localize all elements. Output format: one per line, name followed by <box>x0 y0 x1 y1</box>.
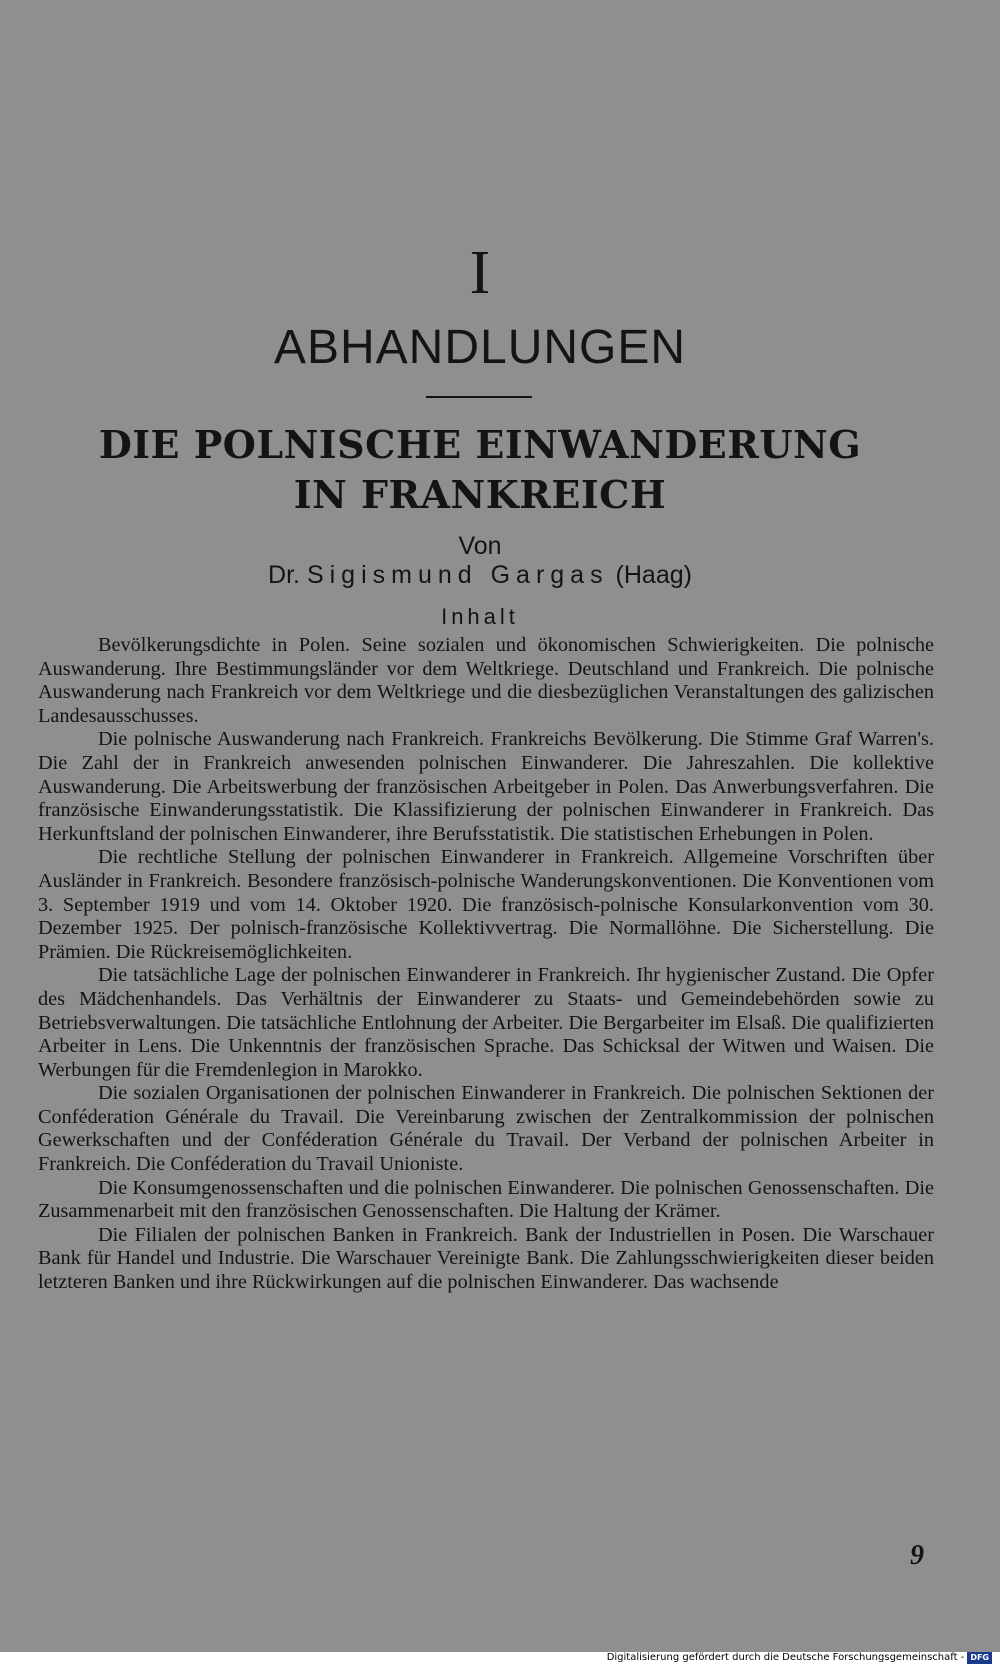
contents-paragraph: Die Filialen der polnischen Banken in Frankreich. Bank der Industriellen in Posen. Die Warschauer Bank für Handel und Industrie. Die Warschauer Vereinigte Bank. Die Zahlungsschwierigkeiten dieser beiden letzteren Banken und ihre Rückwirkungen auf die polnischen Einwanderer. Das wachsende <box>38 1223 934 1294</box>
author-name: Sigismund Gargas <box>306 561 609 589</box>
contents-paragraph: Die sozialen Organisationen der polnischen Einwanderer in Frankreich. Die polnischen Sektionen der Conféderation Générale du Travail. Die Vereinbarung zwischen der Zentralkommission der polnischen Gewerkschaften und der Conféderation Générale du Travail. Der Verband der polnischen Arbeiter in Frankreich. Die Conféderation du Travail Unioniste. <box>38 1082 934 1176</box>
author-prefix: Dr. <box>268 561 300 589</box>
dfg-logo-icon: DFG <box>967 1652 992 1664</box>
contents-paragraph: Die tatsächliche Lage der polnischen Einwanderer in Frankreich. Ihr hygienischer Zustand. Die Opfer des Mädchenhandels. Das Verhältnis der Einwanderer zu Staats- und Gemeindebehörden sowie zu Betriebsverwaltungen. Die tatsächliche Entlohnung der Arbeiter. Die Bergarbeiter im Elsaß. Die qualifizierten Arbeiter in Lens. Die Unkenntnis der französischen Sprache. Das Schicksal der Witwen und Waisen. Die Werbungen für die Fremdenlegion in Marokko. <box>38 964 934 1081</box>
digitization-footer <box>607 1651 992 1665</box>
title-divider <box>426 396 532 398</box>
byline-von: Von <box>458 532 502 560</box>
article-title <box>0 420 960 520</box>
contents-heading: Inhalt <box>441 604 519 629</box>
article-title-line-1: DIE POLNISCHE EINWANDERUNG <box>98 422 862 467</box>
contents-paragraph: Die rechtliche Stellung der polnischen Einwanderer in Frankreich. Allgemeine Vorschriften über Ausländer in Frankreich. Besondere französisch-polnische Wanderungskonventionen. Die Konventionen vom 3. September 1919 und vom 14. Oktober 1920. Die französisch-polnische Konsularkonvention vom 30. Dezember 1925. Der polnisch-französische Kollektivvertrag. Die Normallöhne. Die Sicherstellung. Die Prämien. Die Rückreisemöglichkeiten. <box>38 846 934 963</box>
article-title-line-2: IN FRANKREICH <box>293 472 667 517</box>
author-line <box>0 560 960 590</box>
contents-paragraph: Die Konsumgenossenschaften und die polnischen Einwanderer. Die polnischen Genossenschaften. Die Zusammenarbeit mit den französischen Genossenschaften. Die Haltung der Krämer. <box>38 1176 934 1223</box>
contents-paragraph: Die polnische Auswanderung nach Frankreich. Frankreichs Bevölkerung. Die Stimme Graf Warren's. Die Zahl der in Frankreich anwesenden polnischen Einwanderer. Die Jahreszahlen. Die kollektive Auswanderung. Die Arbeitswerbung der französischen Arbeitgeber in Polen. Das Anwerbungsverfahren. Die französische Einwanderungsstatistik. Die Klassifizierung der polnischen Einwanderer in Frankreich. Das Herkunftsland der polnischen Einwanderer, ihre Berufsstatistik. Die statistischen Erhebungen in Polen. <box>38 728 934 845</box>
contents-paragraph: Bevölkerungsdichte in Polen. Seine sozialen und ökonomischen Schwierigkeiten. Die polnische Auswanderung. Ihre Bestimmungsländer vor dem Weltkriege. Deutschland und Frankreich. Die polnische Auswanderung nach Frankreich vor dem Weltkriege und die diesbezüglichen Veranstaltungen des galizischen Landesausschusses. <box>38 634 934 727</box>
part-numeral: I <box>469 239 491 307</box>
section-title: ABHANDLUNGEN <box>273 321 687 374</box>
author-place: (Haag) <box>615 561 692 589</box>
footer-credit: Digitalisierung gefördert durch die Deutsche Forschungsgemeinschaft - <box>606 1652 965 1663</box>
page-number: 9 <box>910 1540 924 1571</box>
contents-text <box>38 634 934 1295</box>
